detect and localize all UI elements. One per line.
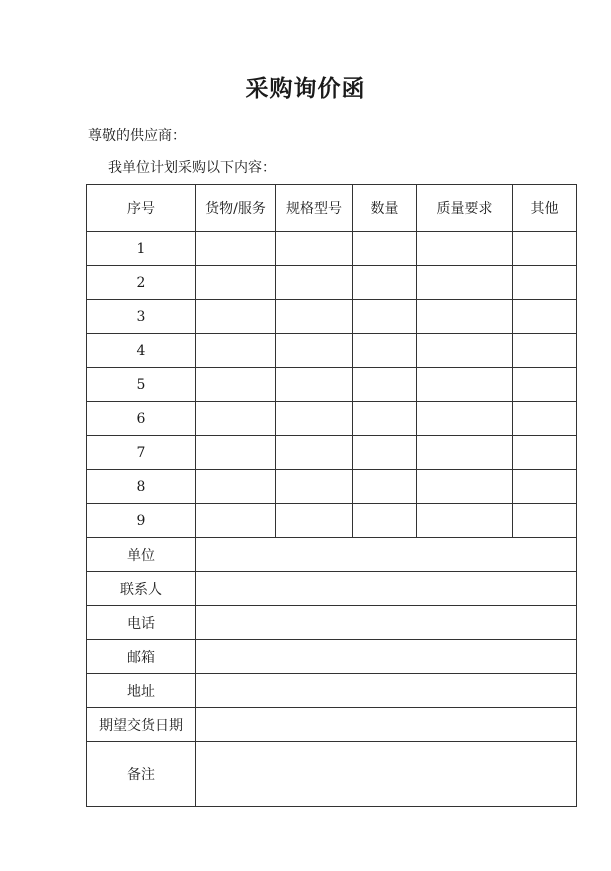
other-cell[interactable] — [513, 300, 577, 334]
inquiry-table — [86, 184, 577, 807]
quantity-cell[interactable] — [353, 266, 417, 300]
table-row — [87, 300, 577, 334]
quality-cell[interactable] — [417, 402, 513, 436]
header-goods-service: 货物/服务 — [196, 185, 276, 232]
header-quality: 质量要求 — [417, 185, 513, 232]
header-quantity: 数量 — [353, 185, 417, 232]
delivery-date-field[interactable] — [196, 708, 577, 742]
quality-cell[interactable] — [417, 368, 513, 402]
info-row-email — [87, 640, 577, 674]
quality-cell[interactable] — [417, 470, 513, 504]
header-serial: 序号 — [87, 185, 196, 232]
spec-cell[interactable] — [276, 266, 353, 300]
table-row — [87, 402, 577, 436]
spec-cell[interactable] — [276, 300, 353, 334]
table-row — [87, 470, 577, 504]
address-label: 地址 — [87, 674, 196, 708]
intro-line: 我单位计划采购以下内容： — [108, 160, 276, 176]
row-number: 4 — [87, 334, 196, 368]
table-row — [87, 232, 577, 266]
other-cell[interactable] — [513, 470, 577, 504]
info-row-remarks — [87, 742, 577, 807]
spec-cell[interactable] — [276, 368, 353, 402]
row-number: 6 — [87, 402, 196, 436]
info-row-contact — [87, 572, 577, 606]
document-title: 采购询价函 — [245, 75, 366, 102]
table-row — [87, 436, 577, 470]
other-cell[interactable] — [513, 368, 577, 402]
other-cell[interactable] — [513, 402, 577, 436]
quantity-cell[interactable] — [353, 232, 417, 266]
table-row — [87, 334, 577, 368]
row-number: 3 — [87, 300, 196, 334]
spec-cell[interactable] — [276, 504, 353, 538]
quality-cell[interactable] — [417, 232, 513, 266]
goods-cell[interactable] — [196, 300, 276, 334]
spec-cell[interactable] — [276, 232, 353, 266]
phone-label: 电话 — [87, 606, 196, 640]
goods-cell[interactable] — [196, 470, 276, 504]
spec-cell[interactable] — [276, 334, 353, 368]
address-field[interactable] — [196, 674, 577, 708]
table-row — [87, 266, 577, 300]
phone-field[interactable] — [196, 606, 577, 640]
table-header-row — [87, 185, 577, 232]
quality-cell[interactable] — [417, 334, 513, 368]
row-number: 9 — [87, 504, 196, 538]
other-cell[interactable] — [513, 334, 577, 368]
goods-cell[interactable] — [196, 504, 276, 538]
quantity-cell[interactable] — [353, 300, 417, 334]
other-cell[interactable] — [513, 504, 577, 538]
info-row-phone — [87, 606, 577, 640]
table-row — [87, 504, 577, 538]
quantity-cell[interactable] — [353, 402, 417, 436]
delivery-date-label: 期望交货日期 — [87, 708, 196, 742]
quality-cell[interactable] — [417, 266, 513, 300]
row-number: 2 — [87, 266, 196, 300]
unit-field[interactable] — [196, 538, 577, 572]
row-number: 1 — [87, 232, 196, 266]
quality-cell[interactable] — [417, 300, 513, 334]
contact-label: 联系人 — [87, 572, 196, 606]
quantity-cell[interactable] — [353, 368, 417, 402]
info-row-address — [87, 674, 577, 708]
info-row-delivery-date — [87, 708, 577, 742]
quantity-cell[interactable] — [353, 504, 417, 538]
contact-field[interactable] — [196, 572, 577, 606]
info-row-unit — [87, 538, 577, 572]
other-cell[interactable] — [513, 232, 577, 266]
goods-cell[interactable] — [196, 436, 276, 470]
email-field[interactable] — [196, 640, 577, 674]
quantity-cell[interactable] — [353, 470, 417, 504]
quantity-cell[interactable] — [353, 436, 417, 470]
email-label: 邮箱 — [87, 640, 196, 674]
goods-cell[interactable] — [196, 232, 276, 266]
goods-cell[interactable] — [196, 368, 276, 402]
greeting-line: 尊敬的供应商： — [88, 128, 186, 144]
quality-cell[interactable] — [417, 504, 513, 538]
row-number: 7 — [87, 436, 196, 470]
goods-cell[interactable] — [196, 266, 276, 300]
spec-cell[interactable] — [276, 436, 353, 470]
row-number: 8 — [87, 470, 196, 504]
remarks-label: 备注 — [87, 742, 196, 807]
other-cell[interactable] — [513, 436, 577, 470]
spec-cell[interactable] — [276, 470, 353, 504]
quantity-cell[interactable] — [353, 334, 417, 368]
header-spec-model: 规格型号 — [276, 185, 353, 232]
header-other: 其他 — [513, 185, 577, 232]
spec-cell[interactable] — [276, 402, 353, 436]
remarks-field[interactable] — [196, 742, 577, 807]
unit-label: 单位 — [87, 538, 196, 572]
quality-cell[interactable] — [417, 436, 513, 470]
goods-cell[interactable] — [196, 402, 276, 436]
row-number: 5 — [87, 368, 196, 402]
goods-cell[interactable] — [196, 334, 276, 368]
other-cell[interactable] — [513, 266, 577, 300]
table-row — [87, 368, 577, 402]
